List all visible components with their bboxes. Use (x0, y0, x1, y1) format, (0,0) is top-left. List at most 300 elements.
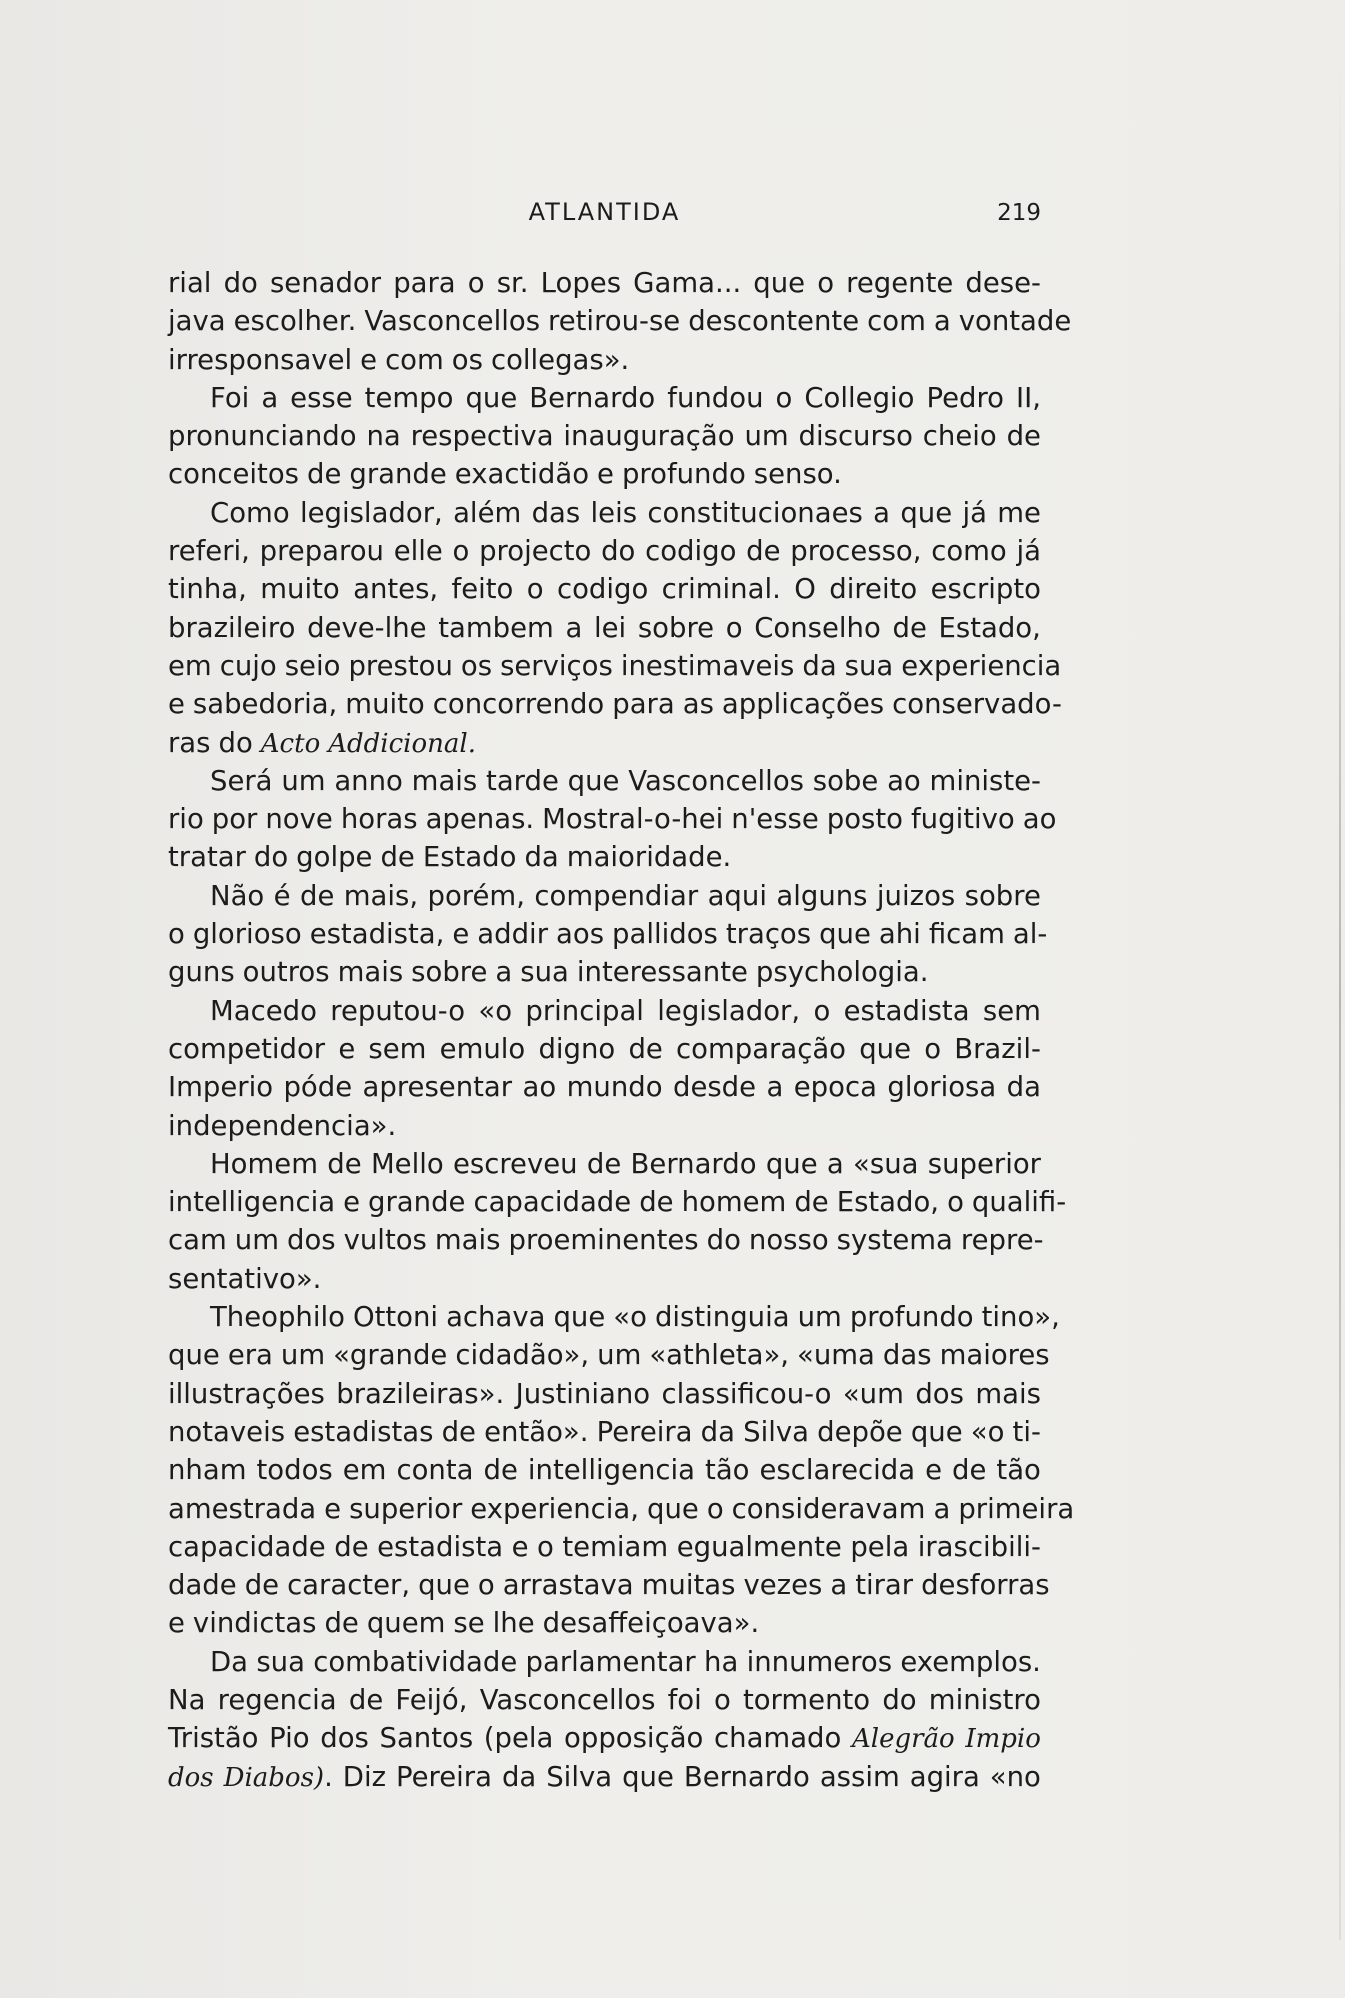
word: e (597, 458, 614, 491)
word: e (360, 343, 378, 376)
text-line (168, 647, 1062, 685)
word: criminal. (661, 573, 781, 606)
word: referi, (168, 535, 250, 568)
word: Silva (743, 1415, 809, 1448)
word: juizos (876, 879, 956, 912)
word: a (873, 496, 891, 529)
word: fugitivo (911, 803, 1015, 836)
word: Pio (269, 1722, 310, 1755)
word: estadista (377, 1530, 504, 1563)
word: de (628, 1032, 663, 1065)
text-line (168, 570, 1041, 608)
word: Pereira (596, 1415, 693, 1448)
text-line (168, 838, 1041, 876)
word: glorioso (192, 918, 302, 951)
word: grande (368, 1186, 466, 1219)
word: brazileiro (168, 611, 296, 644)
word: Tristão (168, 1722, 259, 1755)
word: assim (819, 1760, 900, 1793)
word: Diz (342, 1760, 387, 1793)
word: arrastava (502, 1569, 634, 1602)
word: que (765, 1147, 818, 1180)
word: sobre (411, 956, 488, 989)
word: cheio (922, 420, 997, 453)
word: golpe (296, 841, 373, 874)
word: Não (210, 879, 265, 912)
word: maioridade. (566, 841, 732, 874)
word: de (324, 1607, 359, 1640)
word: «grande (333, 1339, 448, 1372)
word: um (281, 764, 326, 797)
text-line (168, 800, 1057, 838)
text-line (168, 1068, 1041, 1106)
word: tão (996, 1454, 1041, 1487)
word: de (746, 535, 781, 568)
word: egualmente (676, 1530, 842, 1563)
word: se (453, 1607, 485, 1640)
word: mais, (343, 879, 419, 912)
word: da (700, 1415, 735, 1448)
word: quem (366, 1607, 446, 1640)
word: repre- (960, 1224, 1044, 1257)
text-line (168, 609, 1041, 647)
text-line (168, 1643, 1041, 1681)
word: Diabos). (223, 1760, 333, 1793)
word: na (366, 420, 401, 453)
word: experiencia, (470, 1492, 640, 1525)
word: constitucionaes (647, 496, 863, 529)
word: e (168, 688, 185, 721)
word: (pela (483, 1722, 554, 1755)
word: ministro (928, 1683, 1041, 1716)
word: em (168, 649, 212, 682)
word: e (324, 1492, 342, 1525)
word: da (524, 841, 559, 874)
word: regente (846, 267, 954, 299)
word: dese- (965, 267, 1041, 299)
word: leis (590, 496, 638, 529)
word: legislador, (299, 496, 443, 529)
word: vindictas (192, 1607, 317, 1640)
word: grande (349, 458, 447, 491)
word: de (441, 1415, 476, 1448)
word: o (725, 611, 743, 644)
word: capacidade (168, 1530, 326, 1563)
word: sem (368, 1032, 427, 1065)
word: fundou (667, 381, 764, 414)
word: Da (210, 1645, 249, 1678)
word: sua (520, 956, 569, 989)
word: estadista (843, 994, 970, 1027)
word: superior (349, 1492, 463, 1525)
word: applicações (721, 688, 885, 721)
word: a (565, 611, 583, 644)
word: muito (260, 573, 340, 606)
word: amestrada (168, 1492, 317, 1525)
word: principal (525, 994, 644, 1027)
word: o (467, 267, 485, 299)
word: Feijó, (395, 1683, 468, 1716)
word: exemplos. (900, 1645, 1041, 1678)
word: comparação (676, 1032, 847, 1065)
word: Como (210, 496, 290, 529)
word: systema (836, 1224, 953, 1257)
word: de (483, 1454, 518, 1487)
word: conta (396, 1454, 474, 1487)
text-line (168, 302, 1072, 340)
word: traços (725, 918, 812, 951)
word: para (612, 688, 675, 721)
word: temiam (562, 1530, 669, 1563)
word: sr. (496, 267, 529, 299)
word: Theophilo (210, 1301, 345, 1334)
word: «o (970, 1415, 1005, 1448)
word: inauguração (563, 420, 735, 453)
word: apresentar (362, 1071, 513, 1104)
word: discurso (798, 420, 913, 453)
word: distinguia (654, 1301, 790, 1334)
text-line (168, 1758, 1041, 1796)
word: deve-lhe (307, 611, 427, 644)
word: achava (446, 1301, 546, 1334)
word: competidor (168, 1032, 326, 1065)
word: psychologia. (755, 956, 929, 989)
word: Será (210, 764, 273, 797)
word: dade (168, 1569, 237, 1602)
word: prestou (348, 649, 453, 682)
word: aos (556, 918, 605, 951)
word: de (380, 841, 415, 874)
text-line (168, 1528, 1041, 1566)
word: que (753, 267, 806, 299)
word: Pedro (926, 381, 1005, 414)
word: Silva (546, 1760, 613, 1793)
word: combatividade (313, 1645, 518, 1678)
text-line (168, 1336, 1050, 1374)
word: n'esse (731, 803, 819, 836)
word: tinha, (168, 573, 247, 606)
word: o (168, 918, 185, 951)
word: feito (451, 573, 514, 606)
word: homem (681, 1186, 787, 1219)
word: tambem (438, 611, 554, 644)
word: irascibili- (917, 1530, 1041, 1563)
word: dos (168, 1762, 214, 1793)
word: Imperio (168, 1071, 274, 1104)
text-line (168, 1183, 1067, 1221)
word: posto (826, 803, 903, 836)
word: Justiniano (515, 1377, 651, 1410)
word: ahi (878, 918, 921, 951)
word: rial (168, 267, 212, 299)
word: o (526, 573, 544, 606)
word: Gama... (633, 267, 742, 299)
word: sentativo». (168, 1262, 322, 1295)
word: «o (478, 994, 513, 1027)
word: brazileiras». (336, 1377, 505, 1410)
word: sabedoria, (192, 688, 338, 721)
word: Addicional. (328, 728, 476, 759)
word: muitas (641, 1569, 736, 1602)
word: parlamentar (525, 1645, 696, 1678)
word: O (794, 573, 816, 606)
word: de (307, 458, 342, 491)
word: a (826, 1147, 844, 1180)
word: depõe (817, 1415, 903, 1448)
word: codigo (556, 573, 649, 606)
word: a (495, 956, 513, 989)
word: senador (269, 267, 382, 299)
word: emulo (439, 1032, 526, 1065)
word: II, (1016, 381, 1041, 414)
word: Impio (965, 1724, 1041, 1755)
word: tino», (981, 1301, 1060, 1334)
word: o (924, 1032, 942, 1065)
word: o (775, 381, 793, 414)
word: escreveu (452, 1147, 578, 1180)
word: «athleta», (649, 1339, 790, 1372)
word: sem (982, 994, 1041, 1027)
word: da (802, 649, 837, 682)
word: o (947, 1186, 964, 1219)
word: que (910, 1415, 963, 1448)
word: nham (168, 1454, 247, 1487)
word: sobe (812, 764, 879, 797)
word: ministe- (929, 764, 1041, 797)
word: Estado, (938, 611, 1041, 644)
word: das (531, 496, 581, 529)
word: notaveis (168, 1415, 286, 1448)
word: um (280, 1339, 326, 1372)
word: Ottoni (352, 1301, 439, 1334)
word: illustrações (168, 1377, 325, 1410)
word: compendiar (534, 879, 699, 912)
word: um (797, 1301, 842, 1334)
word: e (168, 1607, 185, 1640)
word: cam (168, 1224, 227, 1257)
word: tempo (364, 381, 454, 414)
word: pela (850, 1530, 910, 1563)
word: a (933, 1492, 951, 1525)
word: que (553, 1301, 606, 1334)
word: ti- (1012, 1415, 1041, 1448)
word: esse (290, 381, 353, 414)
word: Vasconcellos (479, 1683, 656, 1716)
text-line (168, 685, 1062, 723)
word: de (892, 611, 927, 644)
word: antes, (353, 573, 439, 606)
word: sobre (637, 611, 715, 644)
word: alguns (776, 879, 868, 912)
page-edge-shadow (1339, 60, 1341, 1940)
text-line (168, 1030, 1041, 1068)
text-line (168, 494, 1041, 532)
body-text (168, 264, 1075, 1796)
word: a (261, 381, 279, 414)
word: epoca (793, 1071, 877, 1104)
word: a (933, 305, 951, 338)
word: consideravam (731, 1492, 926, 1525)
text-line (168, 877, 1041, 915)
word: nosso (748, 1224, 829, 1257)
word: codigo (645, 535, 737, 568)
word: caracter, (287, 1569, 411, 1602)
word: o (706, 1492, 724, 1525)
word: tão (705, 1454, 750, 1487)
word: primeira (958, 1492, 1075, 1525)
text-line (168, 724, 1041, 762)
word: «sua (853, 1147, 919, 1180)
word: anno (334, 764, 403, 797)
word: as (682, 688, 714, 721)
word: de (794, 1186, 829, 1219)
word: ras (168, 726, 211, 759)
word: ficam (928, 918, 1005, 951)
word: «no (989, 1760, 1041, 1793)
word: do (882, 1683, 917, 1716)
word: dos (320, 1722, 369, 1755)
text-line (168, 1260, 1041, 1298)
word: ao (887, 764, 921, 797)
word: horas (340, 803, 418, 836)
text-line (168, 953, 1041, 991)
word: Mostral-o-hei (542, 803, 724, 836)
word: al- (1012, 918, 1048, 951)
word: «um (842, 1377, 904, 1410)
word: escolher. (233, 305, 357, 338)
word: os (451, 343, 483, 376)
word: mais (337, 956, 404, 989)
word: qualifi- (971, 1186, 1067, 1219)
word: preparou (259, 535, 384, 568)
word: java (168, 305, 226, 338)
word: de (244, 1569, 280, 1602)
word: o (477, 1569, 495, 1602)
word: escripto (930, 573, 1041, 606)
word: foi (667, 1683, 702, 1716)
word: o (452, 535, 470, 568)
word: Alegrão (851, 1724, 955, 1755)
word: respectiva (410, 420, 554, 453)
word: como (931, 535, 1007, 568)
word: de (1006, 420, 1041, 453)
word: Santos (379, 1722, 474, 1755)
word: das (882, 1339, 932, 1372)
word: é (273, 879, 291, 912)
word: elle (393, 535, 443, 568)
word: tirar (855, 1569, 914, 1602)
text-line (168, 1490, 1075, 1528)
word: chamado (714, 1722, 842, 1755)
word: do (253, 841, 289, 874)
word: Mello (370, 1147, 444, 1180)
word: tarde (486, 764, 559, 797)
word: do (706, 1224, 741, 1257)
word: de (348, 1683, 384, 1716)
word: agira (909, 1760, 980, 1793)
text-line (168, 532, 1041, 570)
word: já (962, 496, 987, 529)
word: e (338, 1032, 356, 1065)
word: mais (411, 764, 478, 797)
word: apenas. (425, 803, 535, 836)
word: outros (242, 956, 330, 989)
word: intelligencia (527, 1454, 696, 1487)
word: rio (168, 803, 204, 836)
word: póde (283, 1071, 353, 1104)
word: ao (1022, 803, 1057, 836)
word: que (168, 1339, 220, 1372)
word: conceitos (168, 458, 299, 491)
word: dos (286, 1224, 336, 1257)
word: me (997, 496, 1041, 529)
word: projecto (479, 535, 592, 568)
word: e (925, 1454, 942, 1487)
word: Vasconcellos (628, 764, 804, 797)
word: em (342, 1454, 387, 1487)
word: profundo (849, 1301, 974, 1334)
word: Estado, (836, 1186, 940, 1219)
word: opposição (564, 1722, 704, 1755)
word: que (647, 1492, 699, 1525)
word: de (586, 1147, 622, 1180)
text-line (168, 1604, 1041, 1642)
text-line (168, 417, 1041, 455)
word: vultos (343, 1224, 427, 1257)
word: Vasconcellos (364, 305, 541, 338)
word: pallidos (612, 918, 718, 951)
word: addir (477, 918, 549, 951)
word: por (211, 803, 258, 836)
word: estadistas (293, 1415, 434, 1448)
word: o (537, 1530, 554, 1563)
word: Brazil- (954, 1032, 1041, 1065)
word: gloriosa (887, 1071, 997, 1104)
word: conservado- (892, 688, 1062, 721)
word: profundo (621, 458, 746, 491)
word: do (223, 267, 258, 299)
text-line (168, 379, 1041, 417)
word: lhe (492, 1607, 535, 1640)
word: sua (844, 649, 894, 682)
word: de (327, 1147, 362, 1180)
text-line (168, 1413, 1041, 1451)
word: porém, (427, 879, 525, 912)
word: ha (704, 1645, 739, 1678)
word: então». (484, 1415, 589, 1448)
word: experiencia (901, 649, 1062, 682)
text-line (168, 762, 1041, 800)
word: Macedo (210, 994, 317, 1027)
word: que (465, 381, 518, 414)
word: cujo (219, 649, 277, 682)
word: que (567, 764, 620, 797)
word: exactidão (454, 458, 590, 491)
word: Collegio (804, 381, 915, 414)
word: que (622, 1760, 674, 1793)
word: interessante (576, 956, 748, 989)
word: mundo (566, 1071, 663, 1104)
word: Estado (422, 841, 517, 874)
word: que (859, 1032, 912, 1065)
word: lei (593, 611, 627, 644)
word: Bernardo (630, 1147, 757, 1180)
word: Homem (210, 1147, 318, 1180)
word: desaffeiçoava». (542, 1607, 760, 1640)
word: Pereira (396, 1760, 492, 1793)
word: inestimaveis (620, 649, 795, 682)
word: e (452, 918, 470, 951)
